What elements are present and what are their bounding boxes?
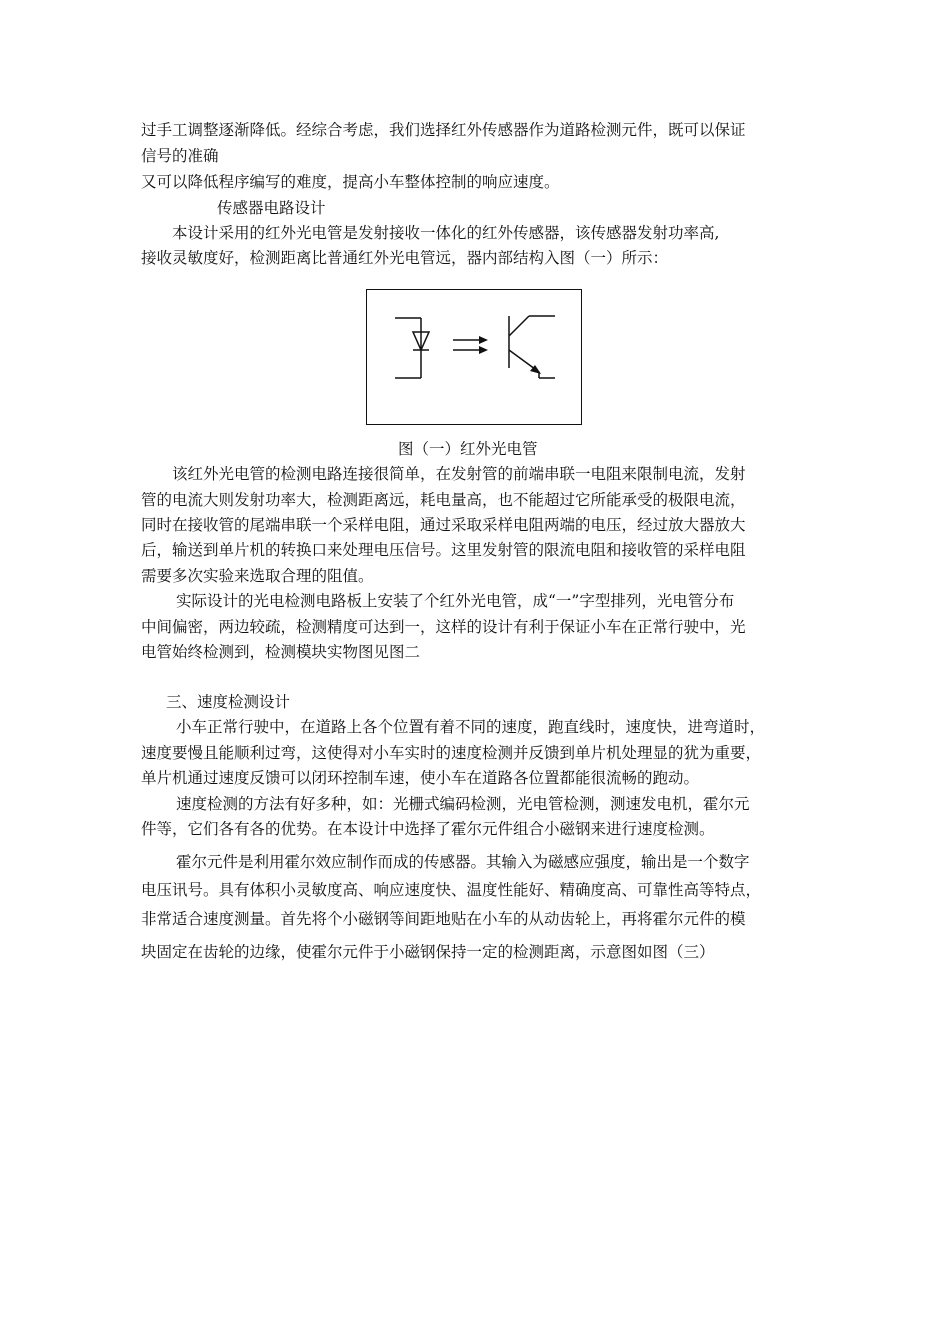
figure-caption: 图（一）红外光电管 [398, 440, 538, 458]
text-line: 又可以降低程序编写的难度，提高小车整体控制的响应速度。 [141, 173, 560, 191]
text-line: 该红外光电管的检测电路连接很简单，在发射管的前端串联一电阻来限制电流，发射 [172, 465, 746, 483]
infrared-phototube-diagram [366, 289, 582, 425]
text-line: 霍尔元件是利用霍尔效应制作而成的传感器。其输入为磁感应强度，输出是一个数字 [176, 853, 750, 871]
text-line: 后，输送到单片机的转换口来处理电压信号。这里发射管的限流电阻和接收管的采样电阻 [141, 541, 746, 559]
text-line: 实际设计的光电检测电路板上安装了个红外光电管，成“一”字型排列，光电管分布 [176, 592, 735, 610]
text-line: 信号的准确 [141, 147, 219, 165]
text-line: 小车正常行驶中，在道路上各个位置有着不同的速度，跑直线时，速度快，进弯道时， [176, 718, 766, 736]
text-line: 件等，它们各有各的优势。在本设计中选择了霍尔元件组合小磁钢来进行速度检测。 [141, 820, 715, 838]
text-line: 电管始终检测到，检测模块实物图见图二 [141, 643, 421, 661]
section-heading: 传感器电路设计 [217, 199, 326, 217]
text-line: 速度检测的方法有好多种，如：光栅式编码检测，光电管检测，测速发电机，霍尔元 [176, 795, 750, 813]
text-line: 中间偏密，两边较疏，检测精度可达到一，这样的设计有利于保证小车在正常行驶中，光 [141, 618, 746, 636]
text-line: 管的电流大则发射功率大，检测距离远，耗电量高，也不能超过它所能承受的极限电流， [141, 491, 746, 509]
phototube-symbol-icon [367, 290, 583, 426]
text-line: 非常适合速度测量。首先将个小磁钢等间距地贴在小车的从动齿轮上，再将霍尔元件的模 [141, 910, 746, 928]
text-line: 速度要慢且能顺利过弯，这使得对小车实时的速度检测并反馈到单片机处理显的犹为重要， [141, 744, 762, 762]
text-line: 本设计采用的红外光电管是发射接收一体化的红外传感器，该传感器发射功率高, [172, 224, 720, 242]
text-line: 电压讯号。具有体积小灵敏度高、响应速度快、温度性能好、精确度高、可靠性高等特点， [141, 881, 762, 899]
text-line: 块固定在齿轮的边缘，使霍尔元件于小磁钢保持一定的检测距离，示意图如图（三） [141, 943, 715, 961]
text-line: 同时在接收管的尾端串联一个采样电阻，通过采取采样电阻两端的电压，经过放大器放大 [141, 516, 746, 534]
text-line: 接收灵敏度好，检测距离比普通红外光电管远，器内部结构入图（一）所示： [141, 249, 669, 267]
text-line: 过手工调整逐渐降低。经综合考虑，我们选择红外传感器作为道路检测元件，既可以保证 [141, 121, 746, 139]
section-heading: 三、速度检测设计 [166, 693, 291, 711]
text-line: 需要多次实验来选取合理的阻值。 [141, 567, 374, 585]
text-line: 单片机通过速度反馈可以闭环控制车速，使小车在道路各位置都能很流畅的跑动。 [141, 769, 700, 787]
